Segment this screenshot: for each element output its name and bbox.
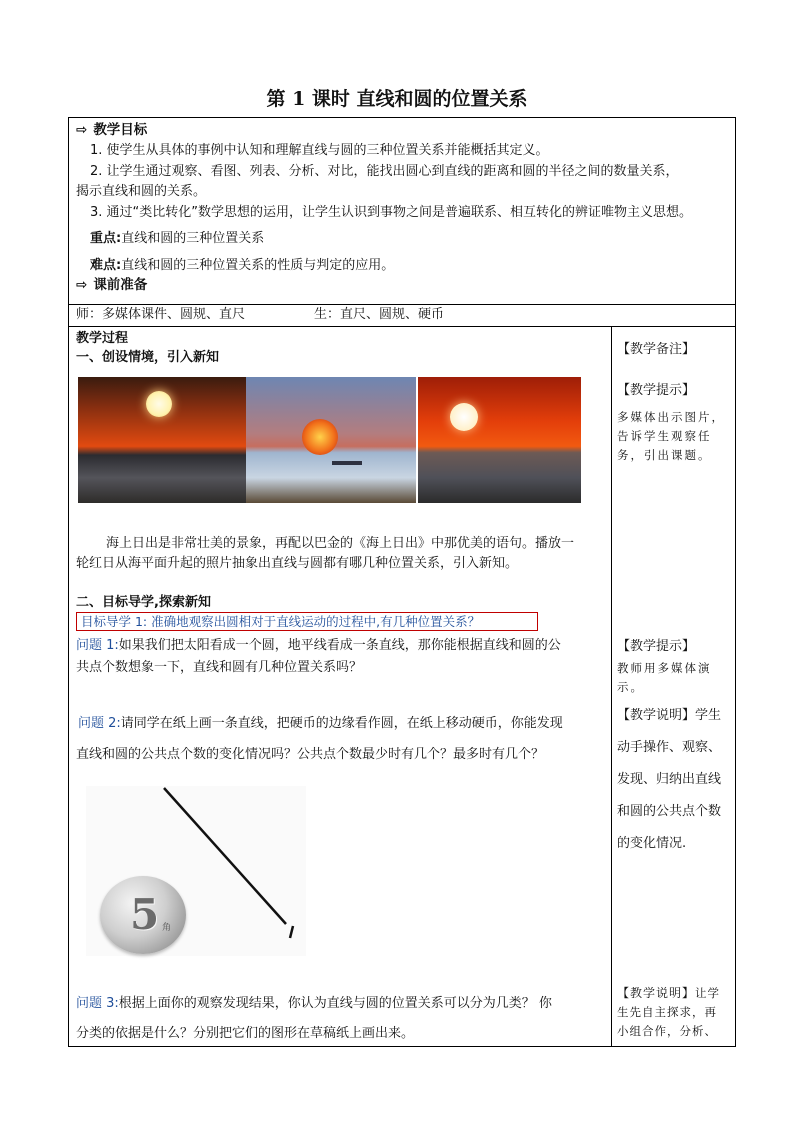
preparation-heading-text: 课前准备 [93,277,148,293]
difficulty-text: 直线和圆的三种位置关系的性质与判定的应用。 [121,258,395,273]
notes-heading: 【教学备注】 [617,342,696,357]
preparation-heading [76,275,147,295]
teacher-prep: 师：多媒体课件、圆规、直尺 [76,307,246,322]
intro-text: 轮红日从海平面升起的照片抽象出直线与圆都有哪几种位置关系，引入新知。 [76,556,519,571]
key-text: 直线和圆的三种位置关系 [121,231,265,246]
coin-unit: 角 [162,923,172,933]
page-title: 第 1 课时 直线和圆的位置关系 [266,88,528,110]
objectives-heading [76,120,147,140]
sun-shape [146,391,172,417]
difficulty-point [90,256,394,276]
coin-line-figure [86,786,306,956]
tip-heading: 【教学提示】 [617,639,696,654]
arrow-right-icon: ⇨ [76,277,88,293]
coin-shape [100,876,186,954]
explanation [617,984,729,1041]
line-end-mark [290,926,293,938]
section-heading: 一、创设情境，引入新知 [76,350,220,365]
intro-text: 海上日出是非常壮美的景象，再配以巴金的《海上日出》中那优美的语句。播放一 [106,536,575,551]
sunrise-photo [418,377,581,503]
explanation-text: 让学生先自主探求，再小组合作，分析、 [617,986,721,1038]
rock-shape [332,461,362,465]
process-heading: 教学过程 [76,331,129,346]
objective-item: 2. 让学生通过观察、看图、列表、分析、对比，能找出圆心到直线的距离和圆的半径之间的数量关系， [90,164,679,179]
key-label: 重点: [90,231,122,246]
tip-heading: 【教学提示】 [617,383,696,398]
sunrise-photo [246,377,416,503]
objectives-heading-text: 教学目标 [93,122,148,138]
question-label: 问题 1: [76,638,119,653]
difficulty-label: 难点: [90,258,122,273]
sun-shape [302,419,338,455]
question-text: 请同学在纸上画一条直线，把硬币的边缘看作圆，在纸上移动硬币，你能发现 [120,716,563,731]
sunrise-photo [78,377,246,503]
question-text: 直线和圆的公共点个数的变化情况吗？公共点个数最少时有几个？最多时有几个？ [76,747,545,762]
explanation [617,700,733,860]
student-prep: 生：直尺、圆规、硬币 [314,307,445,322]
question-text: 分类的依据是什么？分别把它们的图形在草稿纸上画出来。 [76,1026,415,1041]
objective-item: 揭示直线和圆的关系。 [76,184,207,199]
tip-text: 教师用多媒体演示。 [617,661,712,694]
explanation-heading: 【教学说明】 [617,708,696,723]
sun-shape [450,403,478,431]
question-text: 共点个数想象一下，直线和圆有几种位置关系吗？ [76,660,363,675]
question-text: 如果我们把太阳看成一个圆，地平线看成一条直线，那你能根据直线和圆的公 [118,638,561,653]
objective-item: 3. 通过“类比转化”数学思想的运用，让学生认识到事物之间是普遍联系、相互转化的辨证唯物主义思想。 [90,205,693,220]
explanation-text: 学生动手操作、观察、发现、归纳出直线和圆的公共点个数的变化情况. [617,708,722,851]
objective-item: 1. 使学生从具体的事例中认知和理解直线与圆的三种位置关系并能概括其定义。 [90,143,549,158]
explanation-heading: 【教学说明】 [617,986,696,1000]
goal-box: 目标导学 1: 准确地观察出圆相对于直线运动的过程中,有几种位置关系？ [76,612,538,631]
section-heading: 二、目标导学,探索新知 [76,595,211,610]
question-label: 问题 3: [76,996,119,1011]
tip-text: 多媒体出示图片，告诉学生观察任务，引出课题。 [617,410,725,462]
coin-digit: 5 [130,890,160,939]
question-1 [76,636,561,656]
question-text: 根据上面你的观察发现结果，你认为直线与圆的位置关系可以分为几类？ 你 [118,996,552,1011]
question-3 [76,994,552,1014]
arrow-right-icon: ⇨ [76,122,88,138]
question-2 [78,714,563,734]
question-label: 问题 2: [78,716,121,731]
key-point [90,229,264,249]
